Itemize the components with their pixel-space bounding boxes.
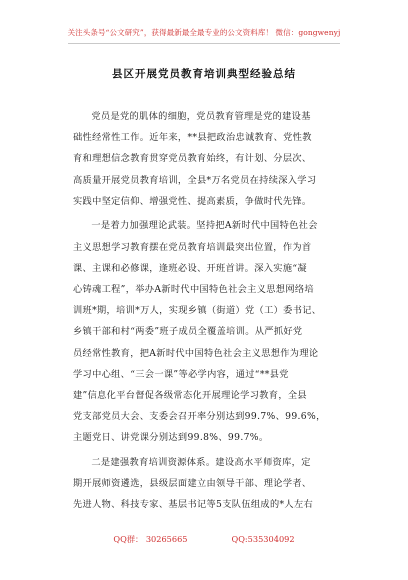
footer-qq-number: QQ:535304092 [231, 534, 295, 544]
body-line: 党员是党的肌体的细胞，党员教育管理是党的建设基 [91, 111, 311, 122]
body-line: 员经常性教育，把A新时代中国特色社会主义思想作为理论 [73, 347, 319, 359]
body-line: 乡镇干部和村“两委”班子成员全覆盖培训。从严抓好党 [73, 326, 303, 338]
document-title: 县区开展党员教育培训典型经验总结 [112, 68, 296, 80]
header-note: 关注头条号“公文研究”，获得最新最全最专业的公文资料库！ 微信：gongwenyj [67, 28, 341, 37]
body-line: 主题党日、讲党课分别达到99.8%、99.7%。 [73, 432, 269, 444]
body-line: 心铸魂工程”，举办A新时代中国特色社会主义思想网络培 [73, 284, 314, 295]
body-line: 主义思想学习教育摆在党员教育培训最突出位置，作为首 [73, 241, 312, 253]
body-line: 一是着力加强理论武装。坚持把A新时代中国特色社会 [91, 220, 318, 232]
header-divider [68, 43, 340, 44]
body-line: 课、主课和必修课，逢班必设、开班首讲。深入实施“凝 [73, 262, 307, 274]
body-line: 期开展师资遴选，县级层面建立由领导干部、理论学者、 [73, 478, 312, 490]
body-line: 二是建强教育培训资源体系。建设高水平师资库，定 [91, 457, 311, 468]
footer-qq-group: QQ群： 30265665 [113, 534, 188, 544]
footer-contact [0, 534, 408, 545]
body-line: 党支部党员大会、支委会召开率分别达到99.7%、99.6%， [73, 411, 326, 423]
body-line: 学习中心组、“三会一课”等必学内容，通过“**县党 [73, 368, 289, 380]
body-line: 实践中坚定信仰、增强党性、提高素质，争做时代先锋。 [73, 195, 312, 207]
body-line: 育和理想信念教育贯穿党员教育始终，有计划、分层次、 [73, 153, 312, 165]
body-line: 训班*期，培训*万人，实现乡镇（街道）党（工）委书记、 [73, 305, 322, 317]
body-line: 建”信息化平台督促各级常态化开展理论学习教育，全县 [73, 389, 307, 401]
body-line: 先进人物、科技专家、基层书记等5支队伍组成的*人左右 [73, 499, 314, 511]
body-line: 高质量开展党员教育培训，全县*万名党员在持续深入学习 [73, 174, 317, 186]
body-line: 础性经常性工作。近年来，**县把政治忠诚教育、党性教 [73, 132, 312, 144]
document-body [73, 106, 335, 516]
